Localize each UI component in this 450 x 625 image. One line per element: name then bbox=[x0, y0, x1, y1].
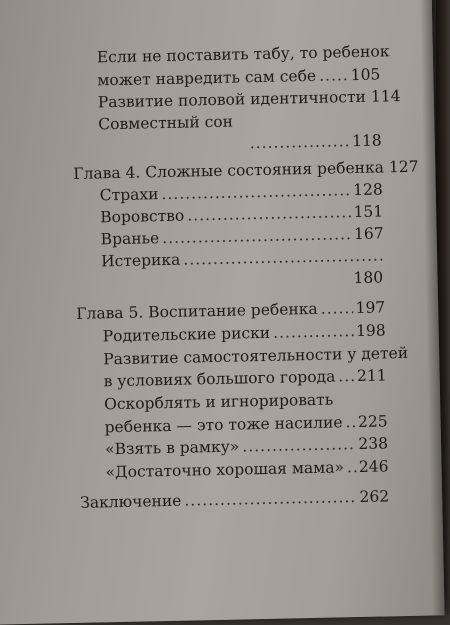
toc-entry bbox=[100, 202, 383, 227]
chapter-title: Глава 4. Сложные состояния ребенка bbox=[73, 158, 384, 184]
toc-page-number: 118 bbox=[352, 131, 382, 151]
chapter-heading bbox=[76, 298, 385, 323]
toc-entry bbox=[105, 434, 388, 459]
toc-entry-title: Развитие половой идентичности bbox=[98, 88, 366, 113]
leader-dots bbox=[338, 367, 355, 386]
toc-entry bbox=[103, 366, 386, 391]
toc-page-number: 246 bbox=[359, 457, 389, 477]
leader-dots bbox=[242, 435, 357, 456]
toc-entry-text: Оскорблять и игнорировать bbox=[104, 391, 333, 415]
toc-entry-title: может навредить сам себе bbox=[97, 67, 316, 91]
toc-entry-title: в условиях большого города bbox=[103, 367, 335, 391]
toc-page-number: 238 bbox=[358, 434, 388, 454]
toc-entry-title: Совместный сон bbox=[98, 113, 233, 135]
toc-page-number: 198 bbox=[356, 321, 386, 341]
toc-page-number: 114 bbox=[371, 87, 401, 107]
toc-entry bbox=[103, 321, 386, 346]
toc-entry bbox=[247, 131, 382, 153]
leader-dots bbox=[319, 66, 349, 86]
chapter-title: Глава 5. Воспитание ребенка bbox=[76, 300, 318, 324]
toc-entry-title: «Достаточно хорошая мама» bbox=[105, 458, 344, 482]
toc-entry-title: ребенка — это тоже насилие bbox=[104, 413, 342, 437]
toc-entry-conclusion bbox=[80, 487, 389, 512]
toc-entry-text: Развитие самостоятельности у детей bbox=[103, 344, 408, 369]
toc-page-number: 180 bbox=[353, 268, 383, 288]
toc-entry-title: Истерика bbox=[101, 251, 181, 272]
chapter-heading bbox=[73, 158, 382, 183]
toc-entry-title: Страхи bbox=[100, 185, 159, 205]
leader-dots bbox=[273, 322, 354, 343]
leader-dots bbox=[183, 246, 382, 269]
toc-entry bbox=[101, 224, 384, 249]
leader-dots bbox=[161, 181, 351, 204]
toc-entry-title: Воровство bbox=[100, 207, 184, 228]
toc-entry-title: «Взять в рамку» bbox=[105, 438, 240, 460]
toc-entry bbox=[97, 65, 380, 90]
leader-dots bbox=[347, 458, 357, 477]
toc-entry bbox=[105, 457, 388, 482]
leader-dots bbox=[250, 132, 351, 153]
toc-page-number: 262 bbox=[359, 487, 389, 507]
toc-entry bbox=[101, 246, 384, 271]
leader-dots bbox=[184, 488, 358, 511]
leader-dots bbox=[187, 203, 352, 225]
toc-page-number: 211 bbox=[357, 366, 387, 386]
toc-page-number: 105 bbox=[351, 65, 381, 85]
toc-page-number: 167 bbox=[354, 224, 384, 244]
toc-page-number: 128 bbox=[353, 180, 383, 200]
toc-entry-title: Вранье bbox=[101, 229, 160, 249]
toc-page-number: 151 bbox=[353, 202, 383, 222]
leader-dots bbox=[162, 225, 352, 248]
toc-entry-text: Если не поставить табу, то ребенок bbox=[97, 42, 390, 67]
toc-entry-title: Заключение bbox=[80, 492, 182, 513]
toc-entry bbox=[100, 180, 383, 205]
toc-page-number: 225 bbox=[358, 412, 388, 432]
toc-page-number: 197 bbox=[355, 298, 385, 318]
leader-dots bbox=[320, 299, 353, 319]
leader-dots bbox=[345, 413, 356, 432]
toc-entry bbox=[98, 87, 381, 112]
toc-entry bbox=[104, 412, 387, 437]
toc-entry-title: Родительские риски bbox=[103, 324, 271, 347]
toc-page-number: 127 bbox=[389, 158, 419, 178]
